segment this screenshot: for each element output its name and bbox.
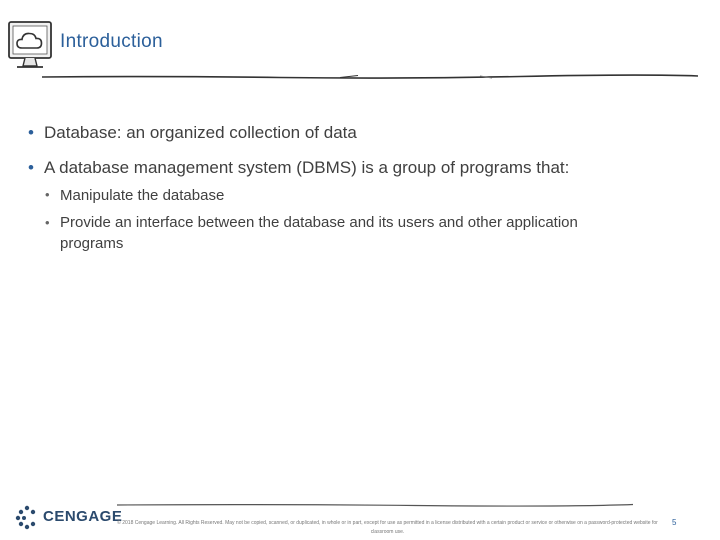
sub-bullet-dot: • bbox=[45, 187, 50, 202]
sub-bullet-item bbox=[45, 212, 645, 254]
bullet-dot: • bbox=[28, 123, 34, 142]
sub-bullet-item bbox=[45, 187, 224, 204]
cengage-logo-mark-icon bbox=[14, 504, 40, 530]
bullet-item bbox=[28, 158, 569, 178]
cloud-monitor-icon bbox=[6, 18, 56, 72]
bullet-item bbox=[28, 123, 357, 143]
page-number: 5 bbox=[672, 518, 677, 527]
bullet-text: Database: an organized collection of data bbox=[44, 123, 357, 142]
title-divider bbox=[40, 70, 700, 82]
footer-divider bbox=[115, 497, 635, 507]
cengage-logo bbox=[14, 504, 123, 530]
sub-bullet-text: Manipulate the database bbox=[60, 187, 225, 204]
bullet-dot: • bbox=[28, 158, 34, 177]
slide-title: Introduction bbox=[60, 31, 163, 52]
copyright-notice: © 2018 Cengage Learning. All Rights Reserved. May not be copied, scanned, or duplicated, in whole or in part, except for use as permitted in a license distributed with a certain product or service or otherwise on a password-protected website for classroom use. bbox=[117, 520, 658, 535]
bullet-text: A database management system (DBMS) is a group of programs that: bbox=[44, 158, 570, 177]
logo-wordmark: CENGAGE bbox=[43, 508, 123, 525]
sub-bullet-text: Provide an interface between the database and its users and other application programs bbox=[60, 214, 578, 252]
sub-bullet-dot: • bbox=[45, 215, 50, 230]
